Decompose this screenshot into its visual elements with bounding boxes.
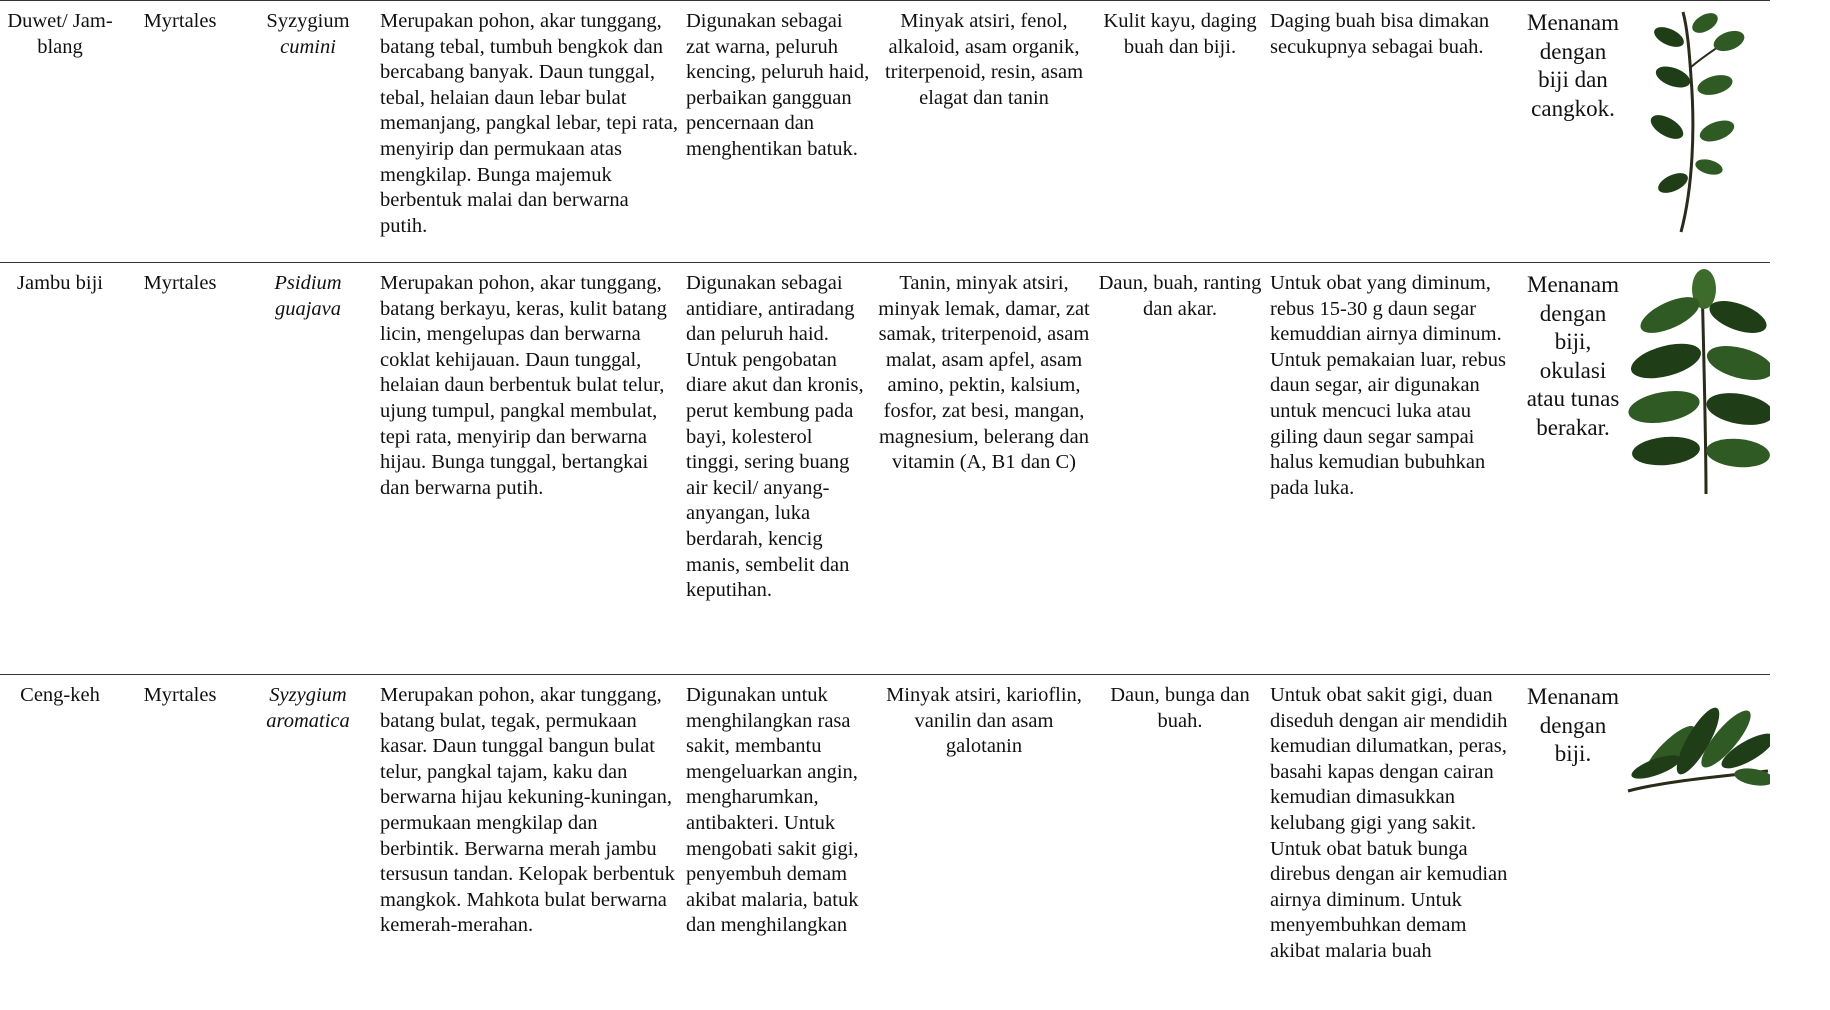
compounds-cell: Minyak atsiri, karioflin, vanilin dan asam galotanin [886,684,1082,758]
species-epithet: aromatica [266,709,350,732]
uses-cell: Digunakan sebagai antidiare, antiradang dan peluruh haid. Untuk pengobatan diare akut dan kronis, perut kembung pada bayi, kolesterol tinggi, sering buang air kecil/ anyang-anyangan, luka berdarah, kencig manis, sembelit dan keputihan. [686,272,864,602]
uses-cell: Digunakan untuk menghilangkan rasa sakit, membantu mengeluarkan angin, mengharumkan, antibakteri. Untuk mengobati sakit gigi, penyembuh demam akibat malaria, batuk dan menghilangkan [686,684,859,937]
plant-image-cell [1626,675,1770,1010]
propagation-cell: Menanam dengan biji, okulasi atau tunas berakar. [1526,272,1620,440]
order-cell: Myrtales [143,10,217,32]
compounds-cell: Minyak atsiri, fenol, alkaloid, asam organik, triterpenoid, resin, asam elagat dan tanin [884,10,1084,109]
species-epithet: guajava [274,297,342,320]
preparation-cell: Untuk obat yang diminum, rebus 15-30 g daun segar kemuddian airnya diminum. Untuk pemakaian luar, rebus daun segar, air digunakan untuk mencuci luka atau giling daun segar sampai halus kemudian bubuhkan pada luka. [1270,272,1506,499]
table-row [0,263,1770,675]
local-name-cell: Ceng-keh [20,684,100,706]
propagation-cell: Menanam dengan biji dan cangkok. [1527,10,1619,121]
description-cell: Merupakan pohon, akar tunggang, batang bulat, tegak, permukaan kasar. Daun tunggal bangun bulat telur, pangkal tajam, kaku dan berwarna hijau kekuning-kuningan, permukaan mengkilap dan berbintik. Berwarna merah jambu tersusun tandan. Kelopak berbentuk mangkok. Mahkota bulat berwarna kemerah-merahan. [380,684,675,937]
clove-branch-image [1626,681,1770,801]
local-name-cell: Duwet/ Jam-blang [7,10,113,58]
uses-cell: Digunakan sebagai zat warna, peluruh kencing, peluruh haid, perbaikan gangguan pencernaan dan menghentikan batuk. [686,10,870,160]
compounds-cell: Tanin, minyak atsiri, minyak lemak, damar, zat samak, triterpenoid, asam malat, asam apfel, asam amino, pektin, kalsium, fosfor, zat besi, mangan, magnesium, belerang dan vitamin (A, B1 dan C) [878,272,1090,474]
species-genus: Syzygium [269,684,347,706]
table-row [0,675,1770,1010]
preparation-cell: Daging buah bisa dimakan secukupnya sebagai buah. [1270,10,1490,58]
parts-used-cell: Kulit kayu, daging buah dan biji. [1103,10,1257,58]
propagation-cell: Menanam dengan biji. [1527,684,1619,767]
plant-image-cell [1626,263,1770,675]
table-row [0,1,1770,263]
description-cell: Merupakan pohon, akar tunggang, batang tebal, tumbuh bengkok dan bercabang banyak. Daun tunggal, tebal, helaian daun lebar bulat memanjang, pangkal lebar, tepi rata, menyirip dan permukaan atas mengkilap. Bunga majemuk berbentuk malai dan berwarna putih. [380,10,679,237]
description-cell: Merupakan pohon, akar tunggang, batang berkayu, keras, kulit batang licin, mengelupas dan berwarna coklat kehijauan. Daun tunggal, helaian daun berbentuk bulat telur, ujung tumpul, pangkal membulat, tepi rata, menyirip dan berwarna hijau. Bunga tunggal, bertangkai dan berwarna putih. [380,272,667,499]
order-cell: Myrtales [143,684,217,706]
species-cell [240,263,376,675]
jamblang-branch-image [1633,7,1763,237]
parts-used-cell: Daun, buah, ranting dan akar. [1098,272,1262,320]
order-cell: Myrtales [143,272,217,294]
species-epithet: cumini [280,35,336,58]
parts-used-cell: Daun, bunga dan buah. [1110,684,1250,732]
species-genus: Syzygium [266,10,350,32]
local-name-cell: Jambu biji [17,272,103,294]
species-cell [240,675,376,1010]
plant-image-cell [1626,1,1770,263]
species-genus: Psidium [274,272,342,294]
preparation-cell: Untuk obat sakit gigi, duan diseduh dengan air mendidih kemudian dilumatkan, peras, basahi kapas dengan cairan kemudian dimasukkan kelubang gigi yang sakit. Untuk obat batuk bunga direbus dengan air kemudian airnya diminum. Untuk menyembuhkan demam akibat malaria buah [1270,684,1508,962]
guava-branch-image [1626,269,1770,499]
species-cell [240,1,376,263]
